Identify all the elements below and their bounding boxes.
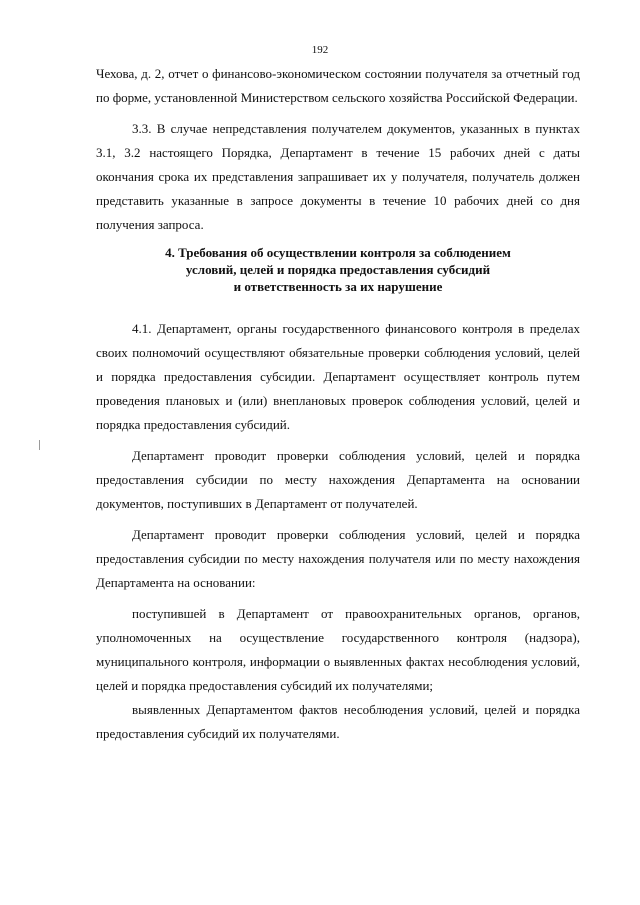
page-number: 192 [311,44,329,56]
scan-margin-mark [39,440,40,450]
heading-line-1: 4. Требования об осуществлении контроля за соблюдением [165,245,511,260]
body-text [96,62,580,746]
heading-line-3: и ответственность за их нарушение [233,279,443,294]
heading-line-2: условий, целей и порядка предоставления субсидий [185,262,491,277]
paragraph-inspection-recipient: Департамент проводит проверки соблюдения условий, целей и порядка предоставления субсидии по месту нахождения получателя или по месту нахождения Департамента на основании: [96,527,580,590]
paragraph-inspection-department: Департамент проводит проверки соблюдения условий, целей и порядка предоставления субсидии по месту нахождения Департамента на основании документов, поступивших в Департамент от получателей. [96,448,580,511]
paragraph-continuation: Чехова, д. 2, отчет о финансово-экономическом состоянии получателя за отчетный год по форме, установленной Министерством сельского хозяйства Российской Федерации. [96,66,580,105]
paragraph-4-1: 4.1. Департамент, органы государственного финансового контроля в пределах своих полномочий осуществляют обязательные проверки соблюдения условий, целей и порядка предоставления субсидии. Департамент осуществляет контроль путем проведения плановых и (или) внеплановых проверок соблюдения условий, целей и порядка предоставления субсидий. [96,321,580,432]
list-item-department-findings: выявленных Департаментом фактов несоблюдения условий, целей и порядка предоставления субсидий их получателями. [96,702,580,741]
paragraph-3-3: 3.3. В случае непредставления получателем документов, указанных в пунктах 3.1, 3.2 настоящего Порядка, Департамент в течение 15 рабочих дней с даты окончания срока их представления запрашивает их у получателя, получатель должен представить указанные в запросе документы в течение 10 рабочих дней со дня получения запроса. [96,121,580,232]
list-item-law-enforcement: поступившей в Департамент от правоохранительных органов, органов, уполномоченных на осуществление государственного контроля (надзора), муниципального контроля, информации о выявленных фактах несоблюдения условий, целей и порядка предоставления субсидий их получателями; [96,606,580,693]
section-4-heading [96,244,580,295]
